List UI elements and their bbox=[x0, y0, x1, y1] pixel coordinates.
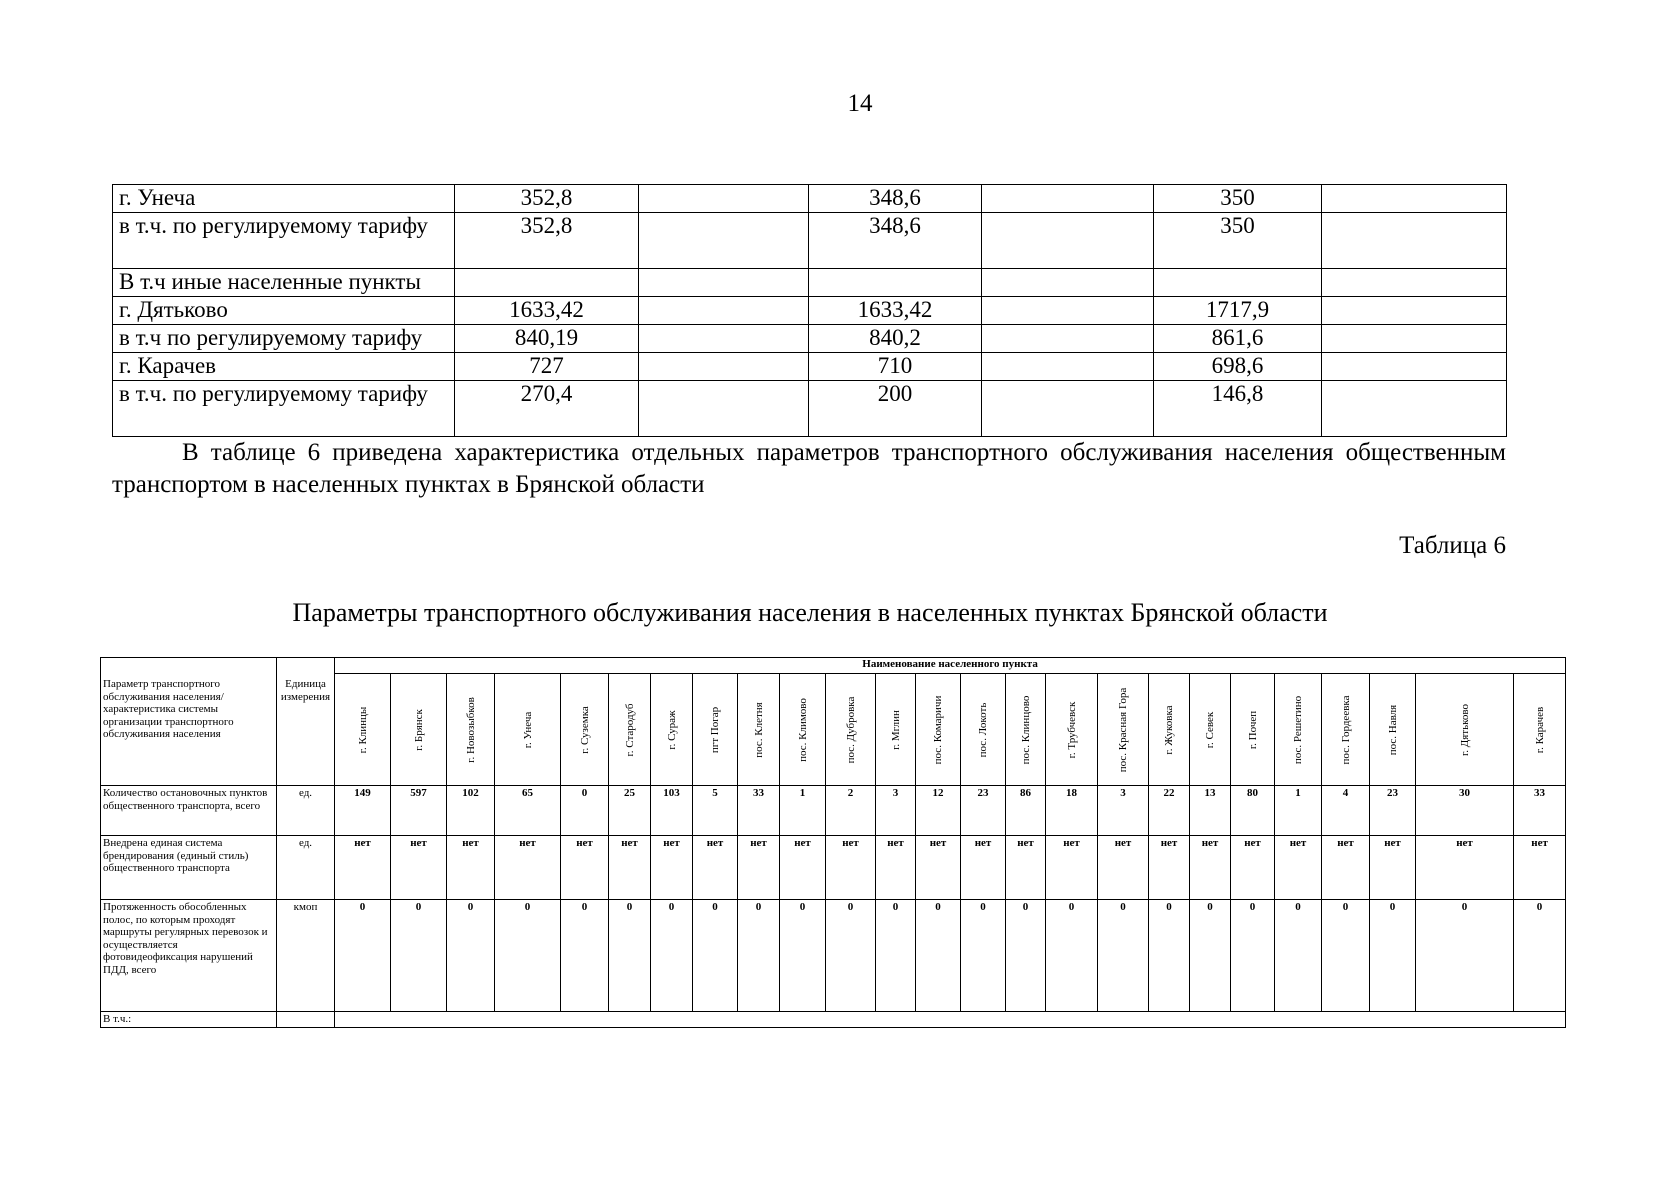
value-cell: 18 bbox=[1046, 786, 1098, 836]
locality-name: г. Карачев bbox=[1533, 706, 1546, 753]
data-row bbox=[101, 786, 1566, 836]
unit-cell: ед. bbox=[277, 786, 335, 836]
value-cell: нет bbox=[1006, 836, 1046, 900]
locality-header bbox=[561, 674, 609, 786]
value-cell: 22 bbox=[1149, 786, 1190, 836]
empty-cell bbox=[639, 185, 809, 213]
empty-cell bbox=[1322, 325, 1507, 353]
locality-header bbox=[1370, 674, 1416, 786]
top-table-row bbox=[113, 297, 1507, 325]
locality-name: г. Суземка bbox=[578, 705, 591, 754]
value-col-1: 727 bbox=[455, 353, 639, 381]
value-cell: 0 bbox=[916, 900, 961, 1012]
top-table-row bbox=[113, 353, 1507, 381]
data-row bbox=[101, 836, 1566, 900]
value-cell: 0 bbox=[961, 900, 1006, 1012]
empty-cell bbox=[1322, 269, 1507, 297]
empty-cell bbox=[335, 1012, 1566, 1028]
value-cell: 0 bbox=[561, 900, 609, 1012]
top-table-row bbox=[113, 325, 1507, 353]
empty-cell bbox=[639, 213, 809, 269]
empty-cell bbox=[982, 325, 1154, 353]
empty-cell bbox=[639, 381, 809, 437]
locality-header bbox=[651, 674, 693, 786]
unit-cell: кмоп bbox=[277, 900, 335, 1012]
value-cell: 23 bbox=[961, 786, 1006, 836]
unit-header: Единица измерения bbox=[277, 658, 335, 786]
value-cell: 0 bbox=[738, 900, 780, 1012]
empty-cell bbox=[982, 213, 1154, 269]
value-cell: нет bbox=[1370, 836, 1416, 900]
locality-name: г. Брянск bbox=[412, 708, 425, 751]
locality-header bbox=[738, 674, 780, 786]
value-cell: 0 bbox=[609, 900, 651, 1012]
value-col-2: 1633,42 bbox=[809, 297, 982, 325]
value-cell: нет bbox=[447, 836, 495, 900]
value-cell: нет bbox=[391, 836, 447, 900]
row-label: в т.ч. по регулируемому тарифу bbox=[113, 213, 455, 269]
value-cell: 103 bbox=[651, 786, 693, 836]
locality-header bbox=[447, 674, 495, 786]
locality-name: г. Унеча bbox=[521, 711, 534, 748]
param-cell: Внедрена единая система брендирования (единый стиль) общественного транспорта bbox=[101, 836, 277, 900]
empty-cell bbox=[982, 353, 1154, 381]
value-cell: 0 bbox=[780, 900, 826, 1012]
unit-cell: ед. bbox=[277, 836, 335, 900]
value-cell: 0 bbox=[1231, 900, 1275, 1012]
param-cell: В т.ч.: bbox=[101, 1012, 277, 1028]
locality-name: пос. Клетня bbox=[752, 701, 765, 758]
main-table bbox=[100, 657, 1566, 1028]
value-col-3: 146,8 bbox=[1154, 381, 1322, 437]
value-col-3 bbox=[1154, 269, 1322, 297]
value-cell: нет bbox=[1046, 836, 1098, 900]
value-cell: 86 bbox=[1006, 786, 1046, 836]
value-cell: 0 bbox=[1275, 900, 1322, 1012]
locality-header bbox=[876, 674, 916, 786]
value-cell: 0 bbox=[561, 786, 609, 836]
value-cell: 3 bbox=[1098, 786, 1149, 836]
value-cell: 1 bbox=[1275, 786, 1322, 836]
locality-header bbox=[1190, 674, 1231, 786]
value-cell: нет bbox=[651, 836, 693, 900]
locality-header bbox=[1275, 674, 1322, 786]
row-label: г. Карачев bbox=[113, 353, 455, 381]
locality-header bbox=[961, 674, 1006, 786]
locality-name: пос. Гордеевка bbox=[1339, 695, 1352, 764]
value-cell: 0 bbox=[1514, 900, 1566, 1012]
empty-cell bbox=[1322, 381, 1507, 437]
locality-header bbox=[826, 674, 876, 786]
locality-name: г. Клинцы bbox=[356, 706, 369, 753]
value-cell: нет bbox=[561, 836, 609, 900]
value-cell: 0 bbox=[1370, 900, 1416, 1012]
locality-header bbox=[1006, 674, 1046, 786]
value-col-2: 710 bbox=[809, 353, 982, 381]
value-cell: нет bbox=[1322, 836, 1370, 900]
empty-cell bbox=[639, 325, 809, 353]
table-label: Таблица 6 bbox=[1399, 532, 1506, 559]
locality-name: пос. Дубровка bbox=[844, 696, 857, 763]
value-cell: 597 bbox=[391, 786, 447, 836]
value-cell: 0 bbox=[447, 900, 495, 1012]
value-col-3: 350 bbox=[1154, 185, 1322, 213]
value-col-2 bbox=[809, 269, 982, 297]
value-cell: 149 bbox=[335, 786, 391, 836]
value-cell: нет bbox=[1514, 836, 1566, 900]
locality-name: пос. Решетино bbox=[1292, 695, 1304, 764]
value-cell: нет bbox=[1275, 836, 1322, 900]
locality-name: пос. Комаричи bbox=[932, 695, 944, 764]
empty-cell bbox=[982, 297, 1154, 325]
value-cell: 0 bbox=[1149, 900, 1190, 1012]
locality-header bbox=[391, 674, 447, 786]
value-col-3: 350 bbox=[1154, 213, 1322, 269]
value-cell: нет bbox=[1098, 836, 1149, 900]
locality-group-header: Наименование населенного пункта bbox=[335, 658, 1566, 674]
top-table-row bbox=[113, 213, 1507, 269]
value-cell: 1 bbox=[780, 786, 826, 836]
value-cell: 30 bbox=[1416, 786, 1514, 836]
value-cell: 13 bbox=[1190, 786, 1231, 836]
param-cell: Протяженность обособленных полос, по которым проходят маршруты регулярных перевозок и осуществляется фотовидеофиксация нарушений ПДД, всего bbox=[101, 900, 277, 1012]
value-cell: нет bbox=[876, 836, 916, 900]
top-table-row bbox=[113, 269, 1507, 297]
value-cell: 0 bbox=[1190, 900, 1231, 1012]
value-cell: 65 bbox=[495, 786, 561, 836]
value-cell: 25 bbox=[609, 786, 651, 836]
header-row-1 bbox=[101, 658, 1566, 674]
locality-name: г. Жуковка bbox=[1163, 704, 1175, 755]
intro-paragraph: В таблице 6 приведена характеристика отдельных параметров транспортного обслуживания населения общественным транспортом в населенных пунктах в Брянской области bbox=[112, 439, 1506, 498]
value-cell: 102 bbox=[447, 786, 495, 836]
locality-header bbox=[693, 674, 738, 786]
empty-cell bbox=[982, 269, 1154, 297]
value-col-2: 348,6 bbox=[809, 213, 982, 269]
locality-name: г. Почеп bbox=[1246, 710, 1259, 749]
value-cell: нет bbox=[1231, 836, 1275, 900]
value-cell: нет bbox=[826, 836, 876, 900]
locality-header bbox=[780, 674, 826, 786]
empty-cell bbox=[639, 353, 809, 381]
locality-name: г. Сураж bbox=[665, 709, 678, 750]
locality-name: пос. Красная Гора bbox=[1117, 687, 1129, 772]
value-col-2: 840,2 bbox=[809, 325, 982, 353]
value-cell: 33 bbox=[738, 786, 780, 836]
locality-header bbox=[1322, 674, 1370, 786]
locality-header bbox=[1416, 674, 1514, 786]
locality-name: г. Дятьково bbox=[1458, 703, 1471, 756]
value-cell: нет bbox=[1416, 836, 1514, 900]
value-cell: нет bbox=[609, 836, 651, 900]
value-cell: 33 bbox=[1514, 786, 1566, 836]
value-cell: нет bbox=[335, 836, 391, 900]
value-col-1: 840,19 bbox=[455, 325, 639, 353]
empty-cell bbox=[982, 185, 1154, 213]
value-cell: 0 bbox=[1046, 900, 1098, 1012]
value-cell: 0 bbox=[693, 900, 738, 1012]
locality-header bbox=[1149, 674, 1190, 786]
value-cell: нет bbox=[693, 836, 738, 900]
value-cell: 0 bbox=[1098, 900, 1149, 1012]
value-cell: 4 bbox=[1322, 786, 1370, 836]
param-header: Параметр транспортного обслуживания населения/характеристика системы организации транспортного обслуживания населения bbox=[101, 658, 277, 786]
value-cell: 23 bbox=[1370, 786, 1416, 836]
value-cell: 0 bbox=[1416, 900, 1514, 1012]
value-cell: 5 bbox=[693, 786, 738, 836]
param-cell: Количество остановочных пунктов общественного транспорта, всего bbox=[101, 786, 277, 836]
value-col-1: 352,8 bbox=[455, 185, 639, 213]
value-cell: 0 bbox=[1322, 900, 1370, 1012]
locality-name: пос. Клинцово bbox=[1019, 695, 1032, 764]
value-cell: нет bbox=[916, 836, 961, 900]
value-col-3: 1717,9 bbox=[1154, 297, 1322, 325]
value-cell: 0 bbox=[495, 900, 561, 1012]
value-cell: нет bbox=[780, 836, 826, 900]
value-cell: 3 bbox=[876, 786, 916, 836]
value-cell: 0 bbox=[876, 900, 916, 1012]
table-title: Параметры транспортного обслуживания населения в населенных пунктах Брянской области bbox=[292, 598, 1328, 627]
locality-name: г. Мглин bbox=[889, 709, 902, 750]
row-label: в т.ч. по регулируемому тарифу bbox=[113, 381, 455, 437]
locality-name: г. Трубчевск bbox=[1065, 701, 1078, 758]
value-cell: 0 bbox=[651, 900, 693, 1012]
value-cell: нет bbox=[961, 836, 1006, 900]
value-col-2: 348,6 bbox=[809, 185, 982, 213]
locality-name: пос. Локоть bbox=[977, 702, 989, 757]
top-table-row bbox=[113, 185, 1507, 213]
value-col-2: 200 bbox=[809, 381, 982, 437]
empty-cell bbox=[639, 297, 809, 325]
empty-cell bbox=[639, 269, 809, 297]
locality-name: пгт Погар bbox=[709, 706, 721, 753]
locality-header bbox=[916, 674, 961, 786]
value-cell: 0 bbox=[1006, 900, 1046, 1012]
locality-name: г. Севек bbox=[1204, 711, 1216, 748]
locality-name: пос. Климово bbox=[796, 697, 809, 762]
value-cell: 0 bbox=[391, 900, 447, 1012]
value-col-1: 352,8 bbox=[455, 213, 639, 269]
locality-header bbox=[1046, 674, 1098, 786]
value-col-1: 1633,42 bbox=[455, 297, 639, 325]
locality-name: г. Стародуб bbox=[623, 702, 636, 757]
value-col-1: 270,4 bbox=[455, 381, 639, 437]
value-cell: нет bbox=[1149, 836, 1190, 900]
value-cell: 0 bbox=[826, 900, 876, 1012]
value-col-1 bbox=[455, 269, 639, 297]
empty-cell bbox=[1322, 297, 1507, 325]
locality-header bbox=[1231, 674, 1275, 786]
locality-header bbox=[1514, 674, 1566, 786]
locality-name: г. Новозыбков bbox=[464, 696, 477, 763]
empty-cell bbox=[1322, 353, 1507, 381]
value-cell: нет bbox=[495, 836, 561, 900]
main-table-body bbox=[101, 658, 1566, 1028]
top-table-body bbox=[113, 185, 1507, 437]
page-number: 14 bbox=[847, 90, 873, 117]
top-table-row bbox=[113, 381, 1507, 437]
row-label: в т.ч по регулируемому тарифу bbox=[113, 325, 455, 353]
data-row bbox=[101, 900, 1566, 1012]
top-table bbox=[112, 184, 1507, 437]
row-label: г. Дятьково bbox=[113, 297, 455, 325]
empty-cell bbox=[1322, 213, 1507, 269]
locality-name: пос. Навля bbox=[1386, 704, 1399, 755]
row-label: В т.ч иные населенные пункты bbox=[113, 269, 455, 297]
locality-header bbox=[609, 674, 651, 786]
locality-header bbox=[1098, 674, 1149, 786]
empty-cell bbox=[1322, 185, 1507, 213]
value-cell: нет bbox=[738, 836, 780, 900]
unit-cell bbox=[277, 1012, 335, 1028]
locality-header bbox=[495, 674, 561, 786]
value-cell: 0 bbox=[335, 900, 391, 1012]
value-cell: 80 bbox=[1231, 786, 1275, 836]
data-row bbox=[101, 1012, 1566, 1028]
locality-header bbox=[335, 674, 391, 786]
empty-cell bbox=[982, 381, 1154, 437]
row-label: г. Унеча bbox=[113, 185, 455, 213]
value-cell: 2 bbox=[826, 786, 876, 836]
value-cell: нет bbox=[1190, 836, 1231, 900]
value-cell: 12 bbox=[916, 786, 961, 836]
value-col-3: 861,6 bbox=[1154, 325, 1322, 353]
value-col-3: 698,6 bbox=[1154, 353, 1322, 381]
